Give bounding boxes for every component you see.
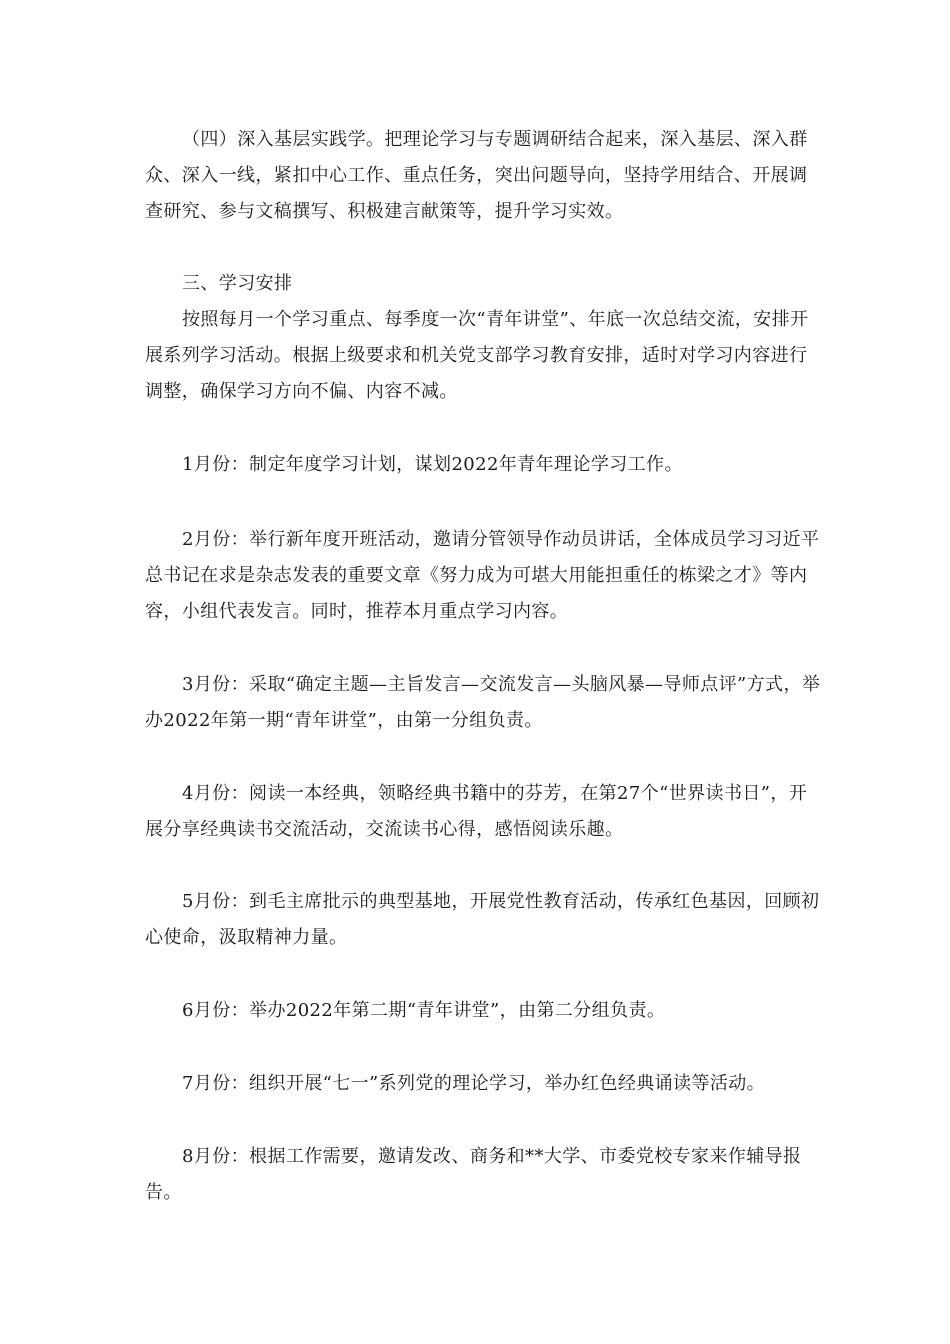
paragraph-august: 8月份：根据工作需要，邀请发改、商务和**大学、市委党校专家来作辅导报告。 (145, 1146, 802, 1203)
paragraph-february: 2月份：举行新年度开班活动，邀请分管领导作动员讲话，全体成员学习习近平总书记在求是杂志发表的重要文章《努力成为可堪大用能担重任的栋梁之才》等内容，小组代表发言。同时，推荐本月重点学习内容。 (145, 529, 820, 622)
paragraph-june: 6月份：举办2022年第二期“青年讲堂”，由第二分组负责。 (182, 1000, 666, 1021)
section-heading-study-arrangement: 三、学习安排 (182, 273, 293, 294)
paragraph-march: 3月份：采取“确定主题—主旨发言—交流发言—头脑风暴—导师点评”方式，举办2022年第一期“青年讲堂”，由第一分组负责。 (145, 674, 821, 731)
paragraph-may: 5月份：到毛主席批示的典型基地，开展党性教育活动，传承红色基因，回顾初心使命，汲取精神力量。 (145, 891, 820, 948)
paragraph-april: 4月份：阅读一本经典，领略经典书籍中的芬芳，在第27个“世界读书日”，开展分享经典读书交流活动，交流读书心得，感悟阅读乐趣。 (145, 783, 808, 840)
paragraph-arrangement-overview: 按照每月一个学习重点、每季度一次“青年讲堂”、年底一次总结交流，安排开展系列学习活动。根据上级要求和机关党支部学习教育安排，适时对学习内容进行调整，确保学习方向不偏、内容不减。 (145, 309, 809, 402)
paragraph-grassroots-practice: （四）深入基层实践学。把理论学习与专题调研结合起来，深入基层、深入群众、深入一线，紧扣中心工作、重点任务，突出问题导向，坚持学用结合、开展调查研究、参与文稿撰写、积极建言献策等，提升学习实效。 (145, 129, 808, 222)
paragraph-january: 1月份：制定年度学习计划，谋划2022年青年理论学习工作。 (182, 454, 683, 475)
paragraph-july: 7月份：组织开展“七一”系列党的理论学习，举办红色经典诵读等活动。 (182, 1073, 766, 1094)
